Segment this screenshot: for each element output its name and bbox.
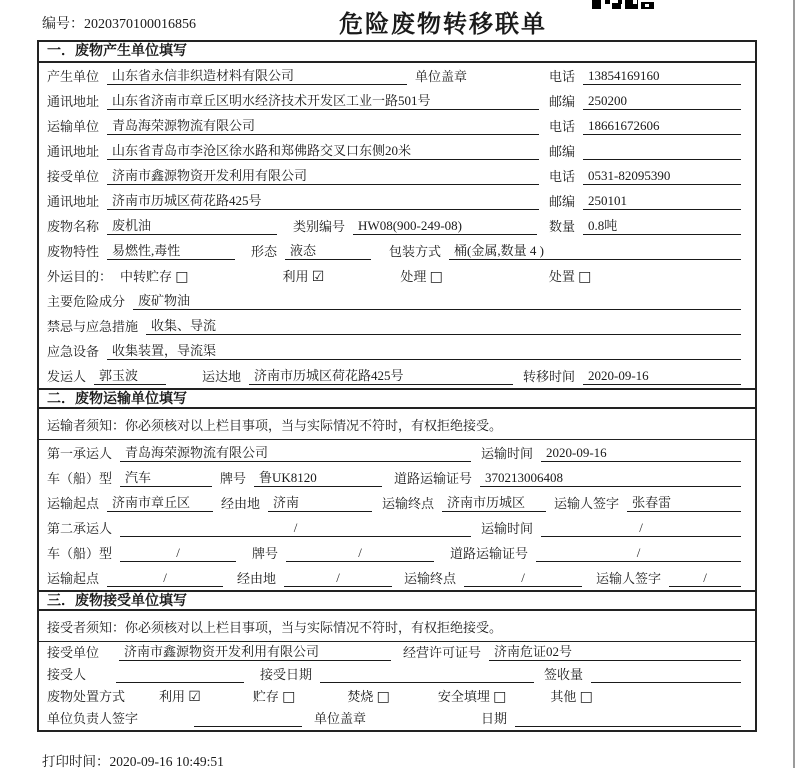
sign2-value: /	[669, 570, 741, 587]
checkbox-unchecked-icon: □	[579, 689, 593, 705]
row-carrier1	[39, 440, 755, 465]
disposal-option-incinerate	[347, 686, 390, 705]
taboo-label: 禁忌与应急措施	[47, 319, 139, 334]
row-transporter-address	[39, 138, 755, 163]
packing-label: 包装方式	[389, 244, 442, 259]
doc-number-value: 2020370100016856	[84, 17, 196, 32]
row-recipient	[39, 664, 755, 686]
receiver-zip-value: 250101	[583, 193, 741, 210]
row-producer-address	[39, 88, 755, 113]
option-label: 利用	[159, 689, 186, 704]
row-accept-unit	[39, 642, 755, 664]
date-label: 日期	[480, 711, 507, 726]
quantity-value: 0.8吨	[583, 215, 741, 235]
disposal-option-landfill	[438, 686, 507, 705]
transporter-zip-label: 邮编	[548, 144, 575, 159]
row-route2	[39, 565, 755, 590]
row-receiver	[39, 163, 755, 188]
category-value: HW08(900-249-08)	[353, 218, 537, 235]
hazard-label: 主要危险成分	[47, 294, 126, 309]
permit1-value: 370213006408	[480, 470, 741, 487]
checkbox-unchecked-icon: □	[175, 269, 189, 285]
option-label: 处理	[400, 269, 427, 284]
page-title: 危险废物转移联单	[339, 12, 547, 38]
checkbox-unchecked-icon: □	[429, 269, 443, 285]
purpose-option-use	[283, 266, 325, 285]
unit-seal-label: 单位盖章	[415, 69, 468, 84]
option-label: 处置	[548, 269, 575, 284]
receiver-phone-value: 0531-82095390	[583, 168, 741, 185]
print-time-label: 打印时间：	[42, 754, 110, 768]
form-label: 形态	[251, 244, 278, 259]
accept-unit-label: 接受单位	[47, 645, 100, 660]
section1-header: 一．废物产生单位填写	[39, 42, 755, 63]
producer-zip-label: 邮编	[548, 94, 575, 109]
carrier2-value: /	[120, 520, 471, 537]
transporter-phone-value: 18661672606	[583, 118, 741, 135]
option-label: 中转贮存	[120, 269, 173, 284]
receive-date-label: 接受日期	[260, 667, 313, 682]
row-taboo	[39, 313, 755, 338]
row-vehicle1	[39, 465, 755, 490]
shipper-value: 郭玉波	[94, 365, 166, 385]
time2-label: 运输时间	[480, 521, 533, 536]
producer-label: 产生单位	[47, 69, 100, 84]
section3-header: 三．废物接受单位填写	[39, 590, 755, 611]
form-table	[37, 40, 757, 732]
origin2-value: /	[107, 570, 223, 587]
license-value: 济南危证02号	[489, 641, 741, 661]
producer-value: 山东省永信非织造材料有限公司	[107, 65, 407, 85]
checkbox-unchecked-icon: □	[282, 689, 296, 705]
checkbox-unchecked-icon: □	[376, 689, 390, 705]
end2-label: 运输终点	[404, 571, 457, 586]
transporter-addr-value: 山东省青岛市李沧区徐水路和郑佛路交叉口东侧20米	[107, 140, 539, 160]
end2-value: /	[464, 570, 582, 587]
option-label: 利用	[282, 269, 309, 284]
origin2-label: 运输起点	[47, 571, 100, 586]
row-waste-property	[39, 238, 755, 263]
row-transporter	[39, 113, 755, 138]
vehicle2-value: /	[120, 545, 236, 562]
destination-label: 运达地	[202, 369, 242, 384]
hazard-value: 废矿物油	[133, 290, 741, 310]
carrier1-label: 第一承运人	[47, 446, 113, 461]
checkbox-checked-icon: ☑	[188, 689, 201, 705]
end1-value: 济南市历城区	[442, 492, 546, 512]
vehicle1-value: 汽车	[120, 467, 212, 487]
waste-name-value: 废机油	[107, 215, 277, 235]
property-label: 废物特性	[47, 244, 100, 259]
packing-value: 桶(金属,数量 4 )	[449, 240, 741, 260]
time1-label: 运输时间	[480, 446, 533, 461]
carrier1-value: 青岛海荣源物流有限公司	[120, 442, 471, 462]
via2-label: 经由地	[237, 571, 277, 586]
received-qty-label: 签收量	[543, 667, 583, 682]
checkbox-checked-icon: ☑	[311, 269, 325, 285]
producer-phone-label: 电话	[548, 69, 575, 84]
recipient-label: 接受人	[47, 667, 87, 682]
receive-date-value	[320, 667, 534, 683]
vehicle1-label: 车（船）型	[47, 471, 113, 486]
transporter-zip-value	[583, 144, 741, 160]
permit1-label: 道路运输证号	[394, 471, 473, 486]
option-label: 其他	[550, 689, 577, 704]
sign1-label: 运输人签字	[554, 496, 620, 511]
waste-name-label: 废物名称	[47, 219, 100, 234]
manager-sign-value	[194, 711, 302, 727]
disposal-option-use	[159, 686, 201, 705]
producer-zip-value: 250200	[583, 93, 741, 110]
transfer-time-value: 2020-09-16	[583, 368, 741, 385]
row-producer	[39, 63, 755, 88]
transfer-time-label: 转移时间	[522, 369, 575, 384]
producer-phone-value: 13854169160	[583, 68, 741, 85]
vehicle2-label: 车（船）型	[47, 546, 113, 561]
qr-code-partial-icon	[592, 0, 654, 9]
checkbox-unchecked-icon: □	[493, 689, 507, 705]
time2-value: /	[541, 520, 741, 537]
page-right-edge	[793, 0, 795, 768]
equipment-value: 收集装置，导流渠	[107, 340, 741, 360]
transporter-addr-label: 通讯地址	[47, 144, 100, 159]
purpose-option-transfer-storage	[120, 266, 189, 285]
purpose-option-dispose	[549, 266, 592, 285]
recipient-value	[116, 667, 244, 683]
section3-notice: 接受者须知：你必须核对以上栏目事项，当与实际情况不符时，有权拒绝接受。	[39, 611, 755, 642]
transporter-label: 运输单位	[47, 119, 100, 134]
row-waste-name	[39, 213, 755, 238]
via2-value: /	[284, 570, 392, 587]
plate1-value: 鲁UK8120	[254, 467, 382, 487]
disposal-option-other	[550, 686, 593, 705]
row-manager-sign	[39, 708, 755, 730]
shipper-label: 发运人	[47, 369, 87, 384]
license-label: 经营许可证号	[403, 645, 482, 660]
row-disposal	[39, 686, 755, 708]
checkbox-unchecked-icon: □	[578, 269, 592, 285]
plate2-label: 牌号	[252, 546, 279, 561]
form-value: 液态	[285, 240, 371, 260]
unit-seal-label: 单位盖章	[314, 711, 367, 726]
row-vehicle2	[39, 540, 755, 565]
section2-notice: 运输者须知：你必须核对以上栏目事项，当与实际情况不符时，有权拒绝接受。	[39, 409, 755, 440]
row-shipper	[39, 363, 755, 388]
quantity-label: 数量	[548, 219, 575, 234]
via1-label: 经由地	[221, 496, 261, 511]
permit2-label: 道路运输证号	[450, 546, 529, 561]
row-purpose	[39, 263, 755, 288]
property-value: 易燃性,毒性	[107, 240, 235, 260]
category-label: 类别编号	[293, 219, 346, 234]
receiver-zip-label: 邮编	[548, 194, 575, 209]
row-receiver-address	[39, 188, 755, 213]
print-time	[42, 750, 224, 768]
transporter-value: 青岛海荣源物流有限公司	[107, 115, 539, 135]
plate1-label: 牌号	[220, 471, 247, 486]
section2-header: 二．废物运输单位填写	[39, 388, 755, 409]
taboo-value: 收集、导流	[146, 315, 741, 335]
row-equipment	[39, 338, 755, 363]
option-label: 焚烧	[347, 689, 374, 704]
doc-number-label: 编号：	[42, 17, 84, 32]
row-carrier2	[39, 515, 755, 540]
option-label: 贮存	[252, 689, 279, 704]
transporter-phone-label: 电话	[548, 119, 575, 134]
end1-label: 运输终点	[382, 496, 435, 511]
accept-unit-value: 济南市鑫源物资开发利用有限公司	[119, 641, 391, 661]
receiver-addr-value: 济南市历城区荷花路425号	[107, 190, 539, 210]
origin1-value: 济南市章丘区	[107, 492, 213, 512]
sign2-label: 运输人签字	[596, 571, 662, 586]
via1-value: 济南	[268, 492, 372, 512]
date-value	[515, 711, 741, 727]
option-label: 安全填埋	[437, 689, 490, 704]
print-time-value: 2020-09-16 10:49:51	[109, 754, 224, 768]
plate2-value: /	[286, 545, 434, 562]
purpose-label: 外运目的：	[47, 269, 113, 284]
producer-addr-value: 山东省济南市章丘区明水经济技术开发区工业一路501号	[107, 90, 539, 110]
row-hazard	[39, 288, 755, 313]
carrier2-label: 第二承运人	[47, 521, 113, 536]
receiver-value: 济南市鑫源物资开发利用有限公司	[107, 165, 539, 185]
sign1-value: 张春雷	[627, 492, 741, 512]
manager-sign-label: 单位负责人签字	[47, 711, 139, 726]
destination-value: 济南市历城区荷花路425号	[249, 365, 513, 385]
permit2-value: /	[536, 545, 741, 562]
receiver-addr-label: 通讯地址	[47, 194, 100, 209]
disposal-label: 废物处置方式	[47, 689, 126, 704]
time1-value: 2020-09-16	[541, 445, 741, 462]
disposal-option-storage	[253, 686, 296, 705]
origin1-label: 运输起点	[47, 496, 100, 511]
received-qty-value	[591, 667, 741, 683]
receiver-phone-label: 电话	[548, 169, 575, 184]
producer-addr-label: 通讯地址	[47, 94, 100, 109]
doc-number	[42, 13, 196, 33]
purpose-option-treat	[400, 266, 443, 285]
receiver-label: 接受单位	[47, 169, 100, 184]
equipment-label: 应急设备	[47, 344, 100, 359]
row-route1	[39, 490, 755, 515]
